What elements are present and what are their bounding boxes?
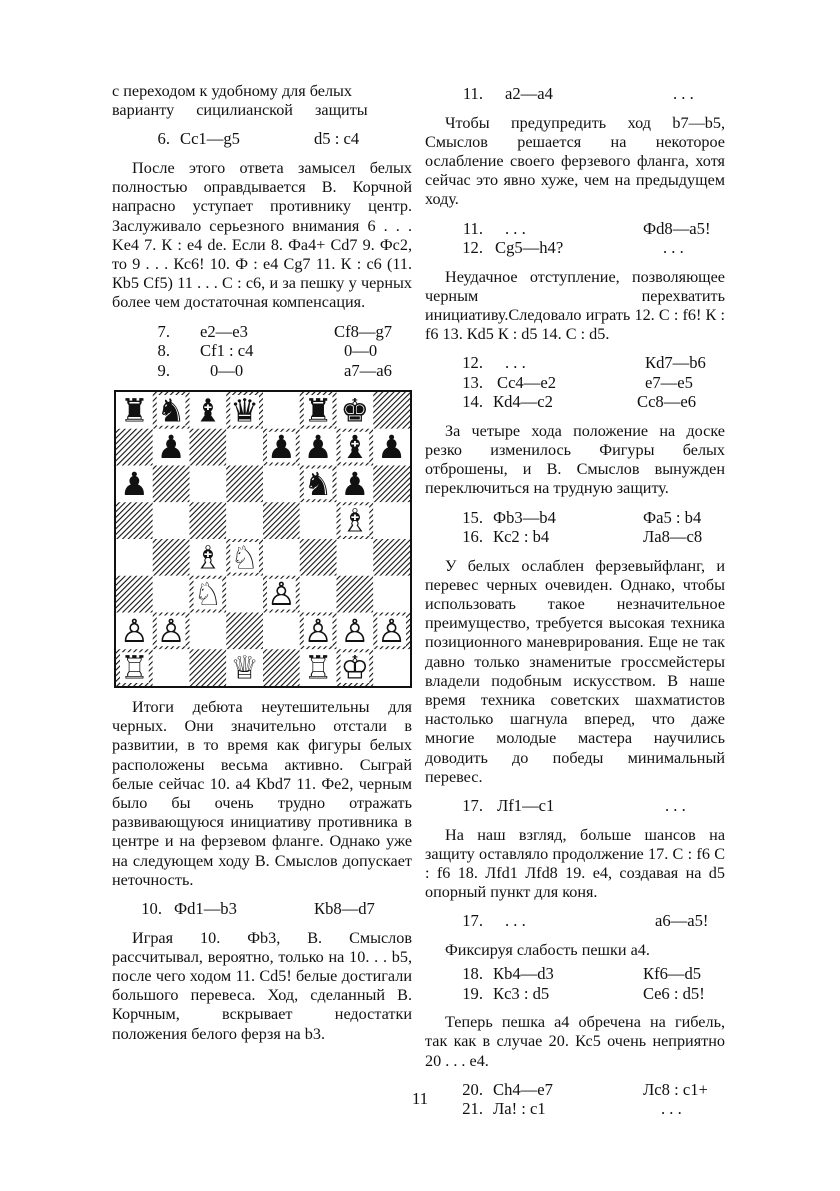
white-rook-icon: ♖ bbox=[303, 648, 333, 687]
move-17-black: 17. . . . a6—a5! bbox=[462, 911, 709, 931]
black-king-icon: ♚ bbox=[340, 392, 370, 430]
board-square bbox=[337, 539, 374, 576]
move-20: 20. Ch4—e7 Лc8 : c1+ bbox=[462, 1079, 708, 1099]
white-rook-icon: ♖ bbox=[120, 648, 149, 687]
board-square bbox=[226, 613, 263, 650]
page-number: 11 bbox=[411, 1089, 429, 1108]
black-pawn-icon: ♟ bbox=[340, 464, 370, 503]
white-pawn-icon: ♙ bbox=[340, 611, 370, 650]
board-square bbox=[263, 392, 300, 429]
white-pawn-icon: ♙ bbox=[267, 575, 296, 614]
board-square bbox=[153, 649, 190, 686]
board-square bbox=[373, 539, 410, 576]
white-king-icon: ♔ bbox=[340, 648, 370, 687]
board-square bbox=[263, 466, 300, 503]
commentary-6: После этого ответа замысел белых полностью оправдывается В. Корчной напрасно уступает противнику центр. Заслуживало серьезного внимания 6 . . . Ke4 7. К : e4 de. Если 8. Фа4+ Cd7 9. Фс2, то 9 . . . Кс6! 10. Ф : e4 Cg7 11. К : c6 (11. Кb5 Cf5) 11 . . . С : c6, и за пешку у черных более чем достаточная компенсация. bbox=[112, 158, 412, 312]
move-15: 15. Фb3—b4 Фа5 : b4 bbox=[462, 507, 702, 527]
board-square bbox=[300, 576, 337, 613]
board-square bbox=[263, 539, 300, 576]
white-pawn-icon: ♙ bbox=[377, 611, 406, 650]
black-pawn-icon: ♟ bbox=[303, 428, 333, 467]
white-bishop-icon: ♗ bbox=[340, 501, 370, 540]
move-14: 14. Кd4—c2 Cc8—e6 bbox=[462, 392, 696, 412]
move-18: 18. Кb4—d3 Кf6—d5 bbox=[462, 964, 702, 984]
black-rook-icon: ♜ bbox=[303, 392, 333, 430]
move-10: 10. Фd1—b3 Кb8—d7 bbox=[141, 899, 375, 919]
black-pawn-icon: ♟ bbox=[377, 428, 406, 467]
board-square bbox=[190, 466, 227, 503]
board-square bbox=[153, 539, 190, 576]
board-square bbox=[373, 466, 410, 503]
commentary-19: Теперь пешка a4 обречена на гибель, так как в случае 20. Кс5 очень неприятно 20 . . . e4. bbox=[425, 1013, 725, 1070]
board-square bbox=[263, 649, 300, 686]
board-square bbox=[153, 502, 190, 539]
paragraph-intro bbox=[112, 82, 412, 120]
board-square bbox=[226, 576, 263, 613]
board-square bbox=[190, 649, 227, 686]
board-square bbox=[373, 392, 410, 429]
board-square bbox=[263, 613, 300, 650]
black-bishop-icon: ♝ bbox=[193, 392, 223, 430]
board-square bbox=[373, 576, 410, 613]
white-bishop-icon: ♗ bbox=[193, 538, 223, 577]
black-rook-icon: ♜ bbox=[120, 392, 149, 430]
black-pawn-icon: ♟ bbox=[156, 428, 186, 467]
white-pawn-icon: ♙ bbox=[303, 611, 333, 650]
commentary-17: На наш взгляд, больше шансов на защиту оставляло продолжение 17. С : f6 С : f6 18. Лfd1 Лfd8 19. e4, создавая на d5 опорный пункт для коня. bbox=[425, 825, 725, 902]
board-square bbox=[153, 576, 190, 613]
chess-board-diagram bbox=[114, 390, 412, 688]
board-square bbox=[116, 539, 153, 576]
commentary-9: Итоги дебюта неутешительны для черных. Они значительно отстали в развитии, в то время как фигуры белых расположены весьма активно. Сыграй белые сейчас 10. a4 Кbd7 11. Фe2, черным было бы очень трудно отражать развивающуюся инициативу противника в центре и на ферзевом фланге. Однако уже на следующем ходу В. Смыслов допускает неточность. bbox=[112, 698, 412, 889]
move-6: 6. Cc1—g5 d5 : c4 bbox=[157, 129, 360, 149]
board-square bbox=[116, 429, 153, 466]
move-9: 9. 0—0 a7—a6 bbox=[157, 360, 392, 380]
white-pawn-icon: ♙ bbox=[120, 611, 149, 650]
commentary-12: Неудачное отступление, позволяющее черным перехватить инициативу.Следовало играть 12. С : f6! К : f6 13. Кd5 К : d5 14. С : d5. bbox=[425, 267, 725, 344]
move-21: 21. Ла! : c1 . . . bbox=[462, 1099, 682, 1119]
move-8: 8. Cf1 : c4 0—0 bbox=[157, 341, 378, 361]
board-square bbox=[300, 539, 337, 576]
commentary-10: Играя 10. Фb3, В. Смыслов рассчитывал, вероятно, только на 10. . . b5, после чего ходом 11. Cd5! белые достигали большого перевеса. Ход, сделанный В. Корчным, вскрывает недостатки положения белого ферзя на b3. bbox=[112, 928, 412, 1043]
white-pawn-icon: ♙ bbox=[156, 611, 186, 650]
board-square bbox=[373, 649, 410, 686]
board-square bbox=[337, 576, 374, 613]
black-bishop-icon: ♝ bbox=[340, 428, 370, 467]
move-11: 11. a2—a4 . . . bbox=[462, 84, 694, 103]
move-16: 16. Кc2 : b4 Ла8—c8 bbox=[462, 527, 703, 547]
board-square bbox=[300, 502, 337, 539]
black-knight-icon: ♞ bbox=[156, 392, 186, 430]
board-square bbox=[153, 466, 190, 503]
intro-line-2: варианту сицилианской защиты bbox=[112, 101, 368, 120]
board-square bbox=[373, 502, 410, 539]
black-queen-icon: ♛ bbox=[230, 392, 259, 430]
board-square bbox=[116, 576, 153, 613]
board-square bbox=[190, 502, 227, 539]
commentary-17-black: Фиксируя слабость пешки a4. bbox=[445, 940, 650, 959]
white-queen-icon: ♕ bbox=[230, 648, 259, 687]
move-12: 12. Cg5—h4? . . . bbox=[462, 238, 684, 258]
board-square bbox=[226, 466, 263, 503]
board-svg bbox=[116, 392, 410, 686]
move-11-black: 11. . . . Фd8—a5! bbox=[462, 218, 711, 238]
left-column bbox=[112, 82, 412, 1053]
board-square bbox=[190, 613, 227, 650]
intro-line-1: с переходом к удобному для белых bbox=[112, 82, 353, 100]
move-17: 17. Лf1—c1 . . . bbox=[462, 796, 686, 816]
commentary-14: За четыре хода положение на доске резко изменилось Фигуры белых отброшены, и В. Смыслов вынужден переключиться на трудную защиту. bbox=[425, 421, 725, 498]
board-square bbox=[116, 502, 153, 539]
white-knight-icon: ♘ bbox=[230, 538, 259, 577]
black-pawn-icon: ♟ bbox=[267, 428, 296, 467]
black-pawn-icon: ♟ bbox=[120, 464, 149, 503]
commentary-16: У белых ослаблен ферзевыйфланг, и перевес черных очевиден. Однако, чтобы использовать такое незначительное преимущество, требуется высокая техника позиционного маневрирования. Еще не так давно только знаменитые гроссмейстеры владели подобным искусством. В наше время техника советских шахматистов настолько шагнула вперед, что даже многие молодые мастера научились доводить до победы минимальный перевес. bbox=[425, 556, 725, 786]
move-7: 7. e2—e3 Cf8—g7 bbox=[157, 321, 393, 341]
white-knight-icon: ♘ bbox=[193, 575, 223, 614]
board-square bbox=[263, 502, 300, 539]
commentary-11: Чтобы предупредить ход b7—b5, Смыслов решается на некоторое ослабление своего ферзевого фланга, хотя сейчас это явно хуже, чем на предыдущем ходу. bbox=[425, 113, 725, 209]
board-square bbox=[190, 429, 227, 466]
right-column bbox=[425, 82, 725, 1129]
board-square bbox=[226, 429, 263, 466]
move-13: 13. Cc4—e2 e7—e5 bbox=[462, 372, 693, 392]
black-knight-icon: ♞ bbox=[303, 464, 333, 503]
move-19: 19. Кc3 : d5 Ce6 : d5! bbox=[462, 983, 705, 1003]
move-12-black: 12. . . . Кd7—b6 bbox=[462, 353, 706, 373]
board-square bbox=[226, 502, 263, 539]
